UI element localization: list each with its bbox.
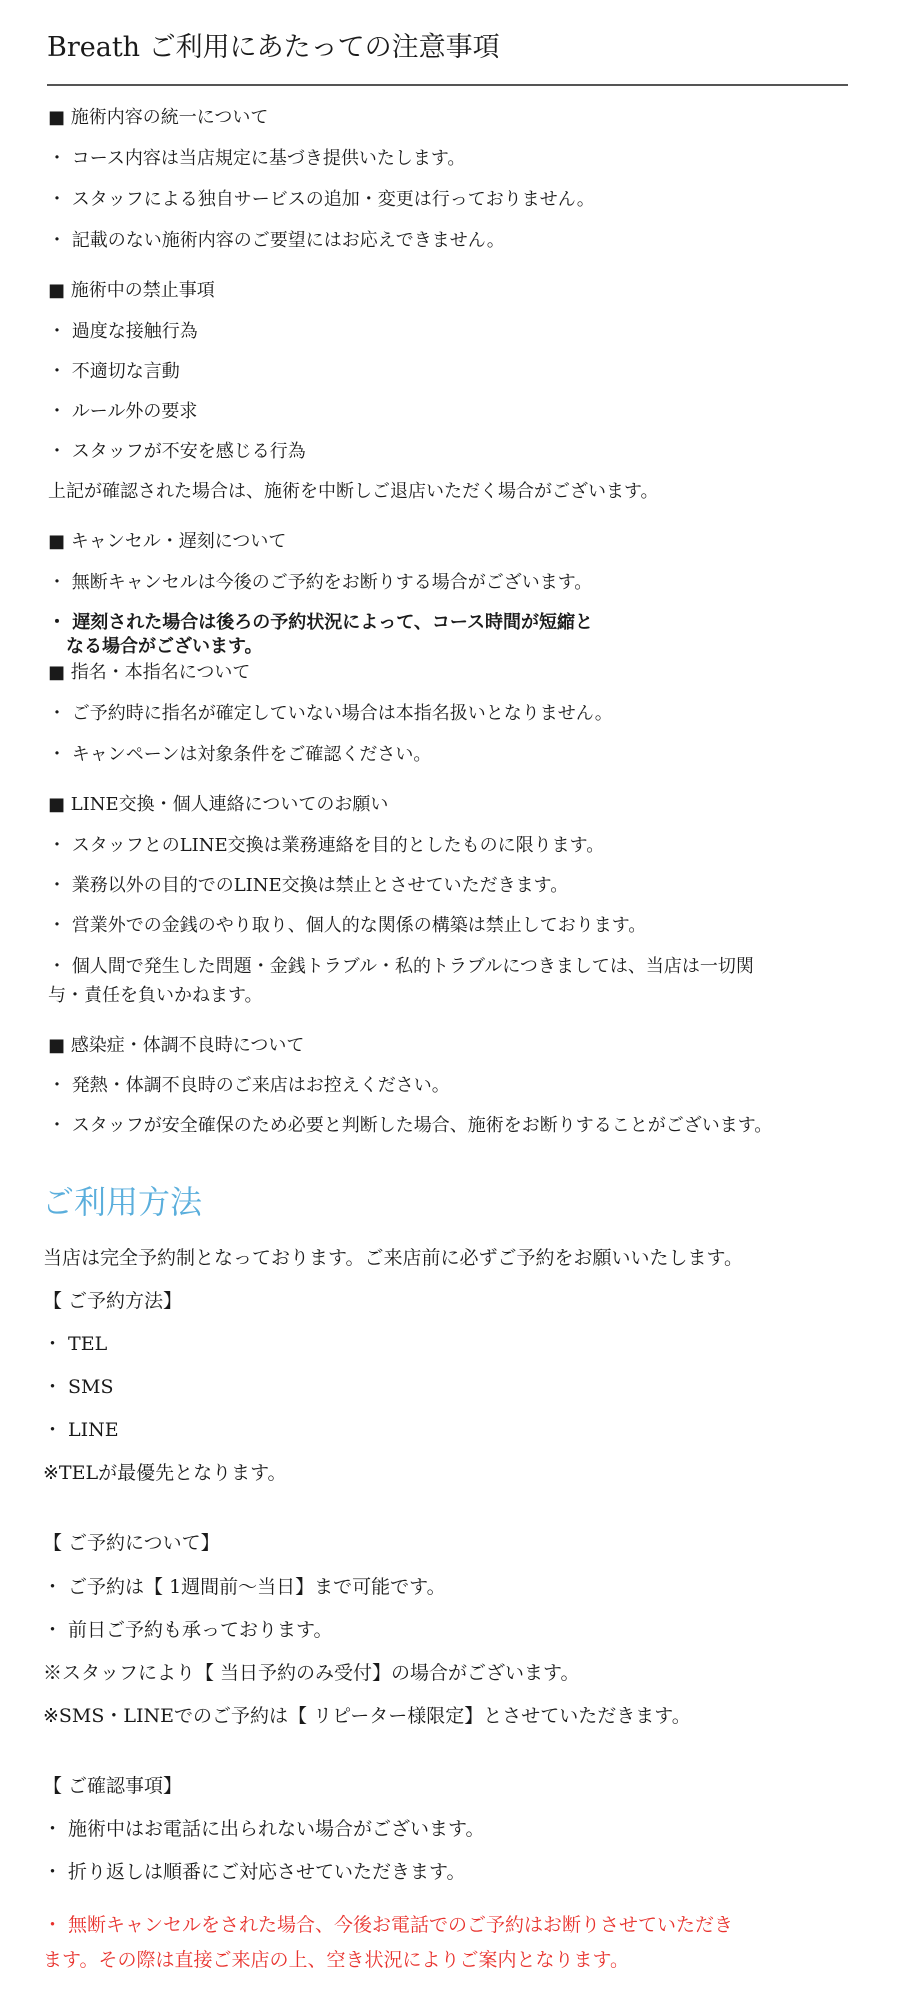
usage-title: ご利用方法 <box>42 1183 203 1221</box>
list-item: ・ キャンペーンは対象条件をご確認ください。 <box>48 744 432 765</box>
warning-text: ・ 無断キャンセルをされた場合、今後お電話でのご予約はお断りさせていただき <box>43 1914 734 1936</box>
list-item: ・ LINE <box>43 1419 119 1441</box>
list-item: ・ 前日ご予約も承っております。 <box>43 1619 333 1641</box>
list-item: ・ コース内容は当店規定に基づき提供いたします。 <box>48 148 466 169</box>
usage-note: ※スタッフにより【 当日予約のみ受付】の場合がございます。 <box>43 1662 580 1684</box>
list-item: ・ 過度な接触行為 <box>48 321 198 342</box>
title-divider <box>47 84 848 86</box>
heading-reservation-methods: 【 ご予約方法】 <box>43 1290 183 1312</box>
heading-illness: ■ 感染症・体調不良時について <box>48 1035 305 1056</box>
list-item: ・ スタッフが不安を感じる行為 <box>48 441 306 462</box>
warning-text-continuation: ます。その際は直接ご来店の上、空き状況によりご案内となります。 <box>43 1949 629 1971</box>
list-item: ・ TEL <box>43 1333 108 1355</box>
list-item: ・ 発熱・体調不良時のご来店はお控えください。 <box>48 1075 450 1096</box>
usage-note: ※SMS・LINEでのご予約は【 リピーター様限定】とさせていただきます。 <box>43 1705 691 1727</box>
list-item: ・ 不適切な言動 <box>48 361 180 382</box>
usage-note: ※TELが最優先となります。 <box>43 1462 287 1484</box>
heading-line-contact: ■ LINE交換・個人連絡についてのお願い <box>48 794 389 815</box>
list-item-continuation: 与・責任を負いかねます。 <box>48 985 263 1006</box>
heading-nomination: ■ 指名・本指名について <box>48 662 251 683</box>
list-item: ・ 折り返しは順番にご対応させていただきます。 <box>43 1861 466 1883</box>
list-item: ・ スタッフによる独自サービスの追加・変更は行っておりません。 <box>48 189 595 210</box>
list-item: ・ ご予約は【 1週間前～当日】まで可能です。 <box>43 1576 446 1598</box>
list-item: ・ ルール外の要求 <box>48 401 198 422</box>
heading-about-reservation: 【 ご予約について】 <box>43 1532 220 1554</box>
list-item: ・ 業務以外の目的でのLINE交換は禁止とさせていただきます。 <box>48 875 569 896</box>
heading-cancel-late: ■ キャンセル・遅刻について <box>48 531 287 552</box>
list-item: ・ 遅刻された場合は後ろの予約状況によって、コース時間が短縮と <box>48 612 594 633</box>
list-item: ・ 施術中はお電話に出られない場合がございます。 <box>43 1818 485 1840</box>
list-item: ・ SMS <box>43 1376 114 1398</box>
notice-title: Breath ご利用にあたっての注意事項 <box>47 32 500 63</box>
list-item-continuation: なる場合がございます。 <box>48 636 263 657</box>
list-item: ・ 無断キャンセルは今後のご予約をお断りする場合がございます。 <box>48 572 593 593</box>
notice-note: 上記が確認された場合は、施術を中断しご退店いただく場合がございます。 <box>48 481 659 502</box>
heading-confirmation: 【 ご確認事項】 <box>43 1775 183 1797</box>
usage-intro: 当店は完全予約制となっております。ご来店前に必ずご予約をお願いいたします。 <box>43 1247 743 1269</box>
list-item: ・ ご予約時に指名が確定していない場合は本指名扱いとなりません。 <box>48 703 613 724</box>
heading-treatment-unification: ■ 施術内容の統一について <box>48 107 269 128</box>
list-item: ・ 記載のない施術内容のご要望にはお応えできません。 <box>48 230 505 251</box>
list-item: ・ 個人間で発生した問題・金銭トラブル・私的トラブルにつきましては、当店は一切関 <box>48 956 754 977</box>
list-item: ・ スタッフとのLINE交換は業務連絡を目的としたものに限ります。 <box>48 835 605 856</box>
heading-prohibited-acts: ■ 施術中の禁止事項 <box>48 280 215 301</box>
list-item: ・ スタッフが安全確保のため必要と判断した場合、施術をお断りすることがございます。 <box>48 1115 773 1136</box>
list-item: ・ 営業外での金銭のやり取り、個人的な関係の構築は禁止しております。 <box>48 915 647 936</box>
